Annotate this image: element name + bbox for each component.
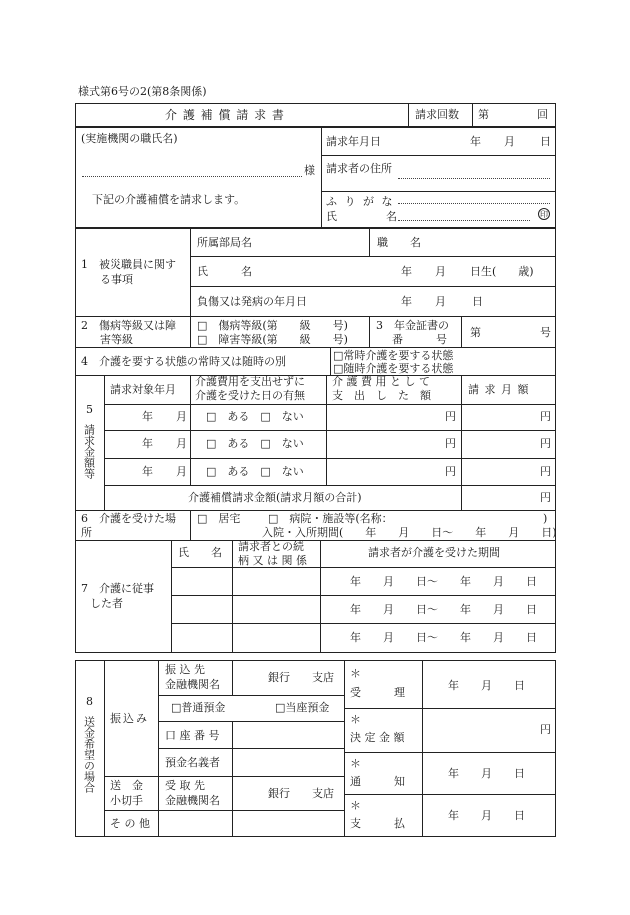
total-yen: 円 — [540, 491, 551, 504]
name-label-2: 名 — [386, 210, 397, 223]
row2-yen-paid: 円 — [445, 437, 456, 450]
address-label: 請求者の住所 — [326, 162, 392, 175]
caregiver-name-col: 氏 名 — [178, 546, 222, 559]
payment-date: 年 月 日 — [448, 809, 525, 822]
row3-yen-monthly: 円 — [540, 465, 551, 478]
name-label-1: 氏 — [326, 210, 337, 223]
dept-label: 所属部局名 — [197, 236, 252, 249]
recv-label-1: 受 取 先 — [165, 779, 205, 792]
claim-count-label: 請求回数 — [415, 108, 459, 121]
claim-year: 年 — [470, 135, 481, 148]
victim-name-label: 氏 名 — [197, 265, 252, 278]
row2-year: 年 — [142, 437, 153, 450]
row2-choice[interactable]: □ ある □ ない — [206, 437, 304, 450]
notice-date: 年 月 日 — [448, 767, 525, 780]
account-number-label: 口 座 番 号 — [165, 729, 220, 742]
check-label-2: 小切手 — [110, 794, 143, 807]
col-paid-1: 介 護 費 用 と し て — [332, 375, 430, 388]
birth-month: 月 — [435, 265, 446, 278]
sec7-title-1: 7 介護に従事 — [81, 582, 154, 595]
address-line — [398, 178, 550, 179]
pension-label-2: 番 号 — [392, 333, 447, 346]
injury-year: 年 — [401, 295, 412, 308]
institution-label: (実施機関の職氏名) — [81, 132, 178, 145]
row1-year: 年 — [142, 410, 153, 423]
check-label-1: 送 金 — [110, 779, 143, 792]
claim-count-prefix: 第 — [478, 108, 489, 121]
injury-day: 日 — [472, 295, 483, 308]
disability-grade-option[interactable]: □ 障害等級(第 級 号) — [197, 333, 348, 346]
other-label: そ の 他 — [110, 817, 150, 830]
stay-period: 入院・入所期間( 年 月 日～ 年 月 日) — [262, 526, 557, 539]
page-title: 介 護 補 償 請 求 書 — [165, 108, 285, 122]
hospital-close-paren: ) — [543, 512, 548, 525]
sec5-side-label: 請求金額等 — [82, 424, 96, 479]
form-number: 様式第6号の2(第8条関係) — [78, 85, 207, 98]
seal-mark-icon: 印 — [540, 210, 548, 219]
sec8-side-label: 送金希望の場合 — [82, 716, 96, 793]
sec2-title-1: 2 傷病等級又は障 — [81, 319, 176, 332]
sec5-number: 5 — [86, 403, 93, 416]
sec6-title-2: 所 — [81, 526, 92, 539]
sec1-title-2: る事項 — [100, 273, 133, 286]
pension-label-1: 3 年金証書の — [376, 319, 449, 332]
payment-label: 支 払 — [350, 817, 405, 830]
row3-choice[interactable]: □ ある □ ない — [206, 465, 304, 478]
care-period-row1: 年 月 日～ 年 月 日 — [350, 575, 537, 588]
claim-day: 日 — [540, 135, 551, 148]
decision-label: 決 定 金 額 — [350, 731, 405, 744]
ordinary-deposit-option[interactable]: □普通預金 — [171, 701, 226, 714]
claim-month: 月 — [504, 135, 515, 148]
sec1-title-1: 1 被災職員に関す — [81, 258, 176, 271]
hospital-option[interactable]: □ 病院・施設等(名称： — [268, 512, 393, 525]
col-period: 請求対象年月 — [110, 383, 176, 396]
birth-year: 年 — [401, 265, 412, 278]
row2-yen-monthly: 円 — [540, 437, 551, 450]
sec8-number: 8 — [86, 695, 93, 708]
receipt-star: ＊ — [350, 667, 361, 680]
sec6-title-1: 6 介護を受けた場 — [81, 512, 176, 525]
decision-star: ＊ — [350, 713, 361, 726]
transfer-label: 振込み — [110, 712, 149, 725]
honorific: 様 — [304, 164, 315, 177]
col-nopay-2: 介護を受けた日の有無 — [195, 389, 305, 402]
care-period-col: 請求者が介護を受けた期間 — [368, 546, 500, 559]
recv-value: 銀行 支店 — [268, 787, 334, 800]
recv-label-2: 金融機関名 — [165, 794, 220, 807]
institution-line — [82, 176, 302, 177]
total-label: 介護補償請求金額(請求月額の合計) — [188, 491, 362, 504]
payment-star: ＊ — [350, 799, 361, 812]
row1-choice[interactable]: □ ある □ ない — [206, 410, 304, 423]
claim-count-suffix: 回 — [537, 108, 548, 121]
relation-col-1: 請求者との続 — [238, 540, 304, 553]
constant-care-option[interactable]: □常時介護を要する状態 — [333, 349, 454, 362]
decision-yen: 円 — [540, 723, 551, 736]
pension-suffix: 号 — [540, 326, 551, 339]
row1-yen-monthly: 円 — [540, 410, 551, 423]
bank-label-2: 金融機関名 — [165, 678, 220, 691]
injury-month: 月 — [435, 295, 446, 308]
row3-month: 月 — [176, 465, 187, 478]
row3-yen-paid: 円 — [445, 465, 456, 478]
name-line — [398, 220, 530, 221]
injury-date-label: 負傷又は発病の年月日 — [197, 295, 307, 308]
receipt-date: 年 月 日 — [448, 679, 525, 692]
notice-star: ＊ — [350, 757, 361, 770]
pension-prefix: 第 — [470, 326, 481, 339]
col-paid-2: 支 出 し た 額 — [332, 389, 431, 402]
birth-suffix: 日生( 歳) — [470, 265, 534, 278]
row1-yen-paid: 円 — [445, 410, 456, 423]
care-period-row3: 年 月 日～ 年 月 日 — [350, 631, 537, 644]
notice-label: 通 知 — [350, 775, 405, 788]
current-deposit-option[interactable]: □当座預金 — [275, 701, 330, 714]
injury-grade-option[interactable]: □ 傷病等級(第 級 号) — [197, 319, 348, 332]
sec7-title-2: した者 — [90, 597, 123, 610]
position-label: 職 名 — [377, 236, 421, 249]
request-text: 下記の介護補償を請求します。 — [92, 193, 246, 206]
sec4-title: 4 介護を要する状態の常時又は随時の別 — [81, 355, 286, 368]
receipt-label: 受 理 — [350, 686, 405, 699]
care-period-row2: 年 月 日～ 年 月 日 — [350, 603, 537, 616]
col-nopay-1: 介護費用を支出せずに — [195, 375, 305, 388]
bank-value: 銀行 支店 — [268, 671, 334, 684]
col-monthly: 請 求 月 額 — [468, 383, 530, 396]
claim-date-label: 請求年月日 — [326, 135, 381, 148]
relation-col-2: 柄 又 は 関 係 — [238, 554, 307, 567]
bank-label-1: 振 込 先 — [165, 663, 205, 676]
occasional-care-option[interactable]: □随時介護を要する状態 — [333, 362, 454, 375]
row3-year: 年 — [142, 465, 153, 478]
furigana-label: ふ り が な — [326, 195, 395, 208]
row2-month: 月 — [176, 437, 187, 450]
account-holder-label: 預金名義者 — [165, 756, 220, 769]
sec2-title-2: 害等級 — [100, 333, 133, 346]
row1-month: 月 — [176, 410, 187, 423]
furigana-line — [398, 203, 550, 204]
home-option[interactable]: □ 居宅 — [197, 512, 241, 525]
